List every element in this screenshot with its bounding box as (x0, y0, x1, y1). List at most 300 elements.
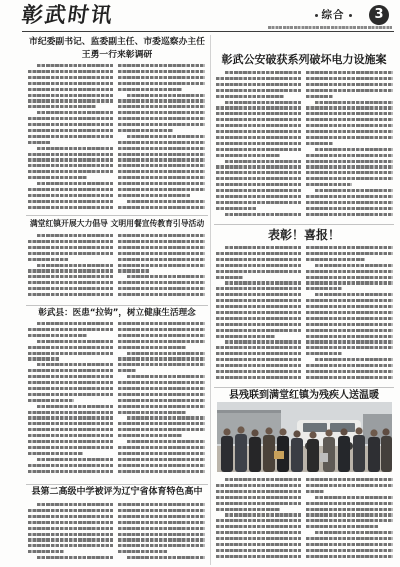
article-body-column (28, 63, 113, 212)
body-text-line (28, 352, 113, 355)
body-text-line (306, 130, 393, 133)
body-text-line (118, 129, 173, 132)
body-text-line (306, 311, 393, 314)
body-text-line (118, 527, 205, 530)
body-text-line (28, 164, 113, 167)
body-text-line (118, 434, 182, 437)
body-text-line (28, 200, 113, 203)
body-text-line (28, 135, 113, 138)
body-text-line (306, 276, 393, 279)
body-text-line (216, 376, 301, 379)
body-text-line (306, 352, 342, 355)
body-text-line (118, 258, 205, 261)
body-text-line (28, 188, 113, 191)
body-text-line (306, 340, 393, 343)
body-text-line (306, 555, 393, 558)
body-text-line (28, 82, 113, 85)
body-text-line (216, 543, 301, 546)
photo-person-head (223, 428, 230, 435)
body-text-line (216, 352, 301, 355)
body-text-line (216, 329, 301, 332)
body-text-line (306, 83, 393, 86)
body-text-line (216, 83, 301, 86)
body-text-line (127, 375, 205, 378)
body-text-line (306, 165, 393, 168)
photo-person-head (325, 429, 332, 436)
body-text-line (28, 141, 51, 144)
body-text-line (28, 252, 113, 255)
section-divider (214, 224, 394, 225)
body-text-line (306, 171, 393, 174)
body-text-line (216, 171, 301, 174)
body-text-line (216, 165, 301, 168)
body-text-line (118, 328, 205, 331)
photo-building-roof (217, 410, 281, 413)
body-text-line (306, 258, 365, 261)
body-text-line (118, 411, 186, 414)
body-text-line (118, 176, 205, 179)
body-text-line (28, 281, 113, 284)
body-text-line (216, 124, 301, 127)
body-text-line (306, 490, 324, 493)
body-text-line (118, 105, 205, 108)
body-text-line (306, 213, 393, 216)
body-text-line (28, 117, 113, 120)
body-text-line (28, 88, 113, 91)
photo-person-body (338, 436, 350, 472)
body-text-line (216, 252, 301, 255)
body-text-line (118, 346, 186, 349)
body-text-line (306, 142, 333, 145)
body-text-line (216, 299, 301, 302)
body-text-line (118, 515, 205, 518)
body-text-line (315, 358, 393, 361)
body-text-line (118, 164, 205, 167)
body-text-line (118, 544, 205, 547)
body-text-line (127, 352, 205, 355)
body-text-line (118, 340, 205, 343)
article-body-column (306, 477, 393, 564)
photo-person-body (221, 436, 233, 472)
article-body-column (216, 70, 301, 220)
body-text-line (118, 322, 205, 325)
body-text-line (28, 123, 113, 126)
body-text-line (28, 446, 113, 449)
body-text-line (216, 106, 301, 109)
body-text-line (216, 118, 301, 121)
photo-person-head (309, 431, 316, 438)
body-text-line (37, 405, 113, 408)
column-divider (210, 35, 211, 565)
article-body-column (118, 233, 205, 302)
headline-line: 市纪委副书记、监委副主任、市委巡察办主任 (29, 37, 205, 47)
body-text-line (127, 440, 205, 443)
body-text-line (306, 299, 393, 302)
body-text-line (28, 240, 113, 243)
body-text-line (28, 422, 113, 425)
body-text-line (306, 287, 342, 290)
article-body-column (306, 245, 393, 384)
body-text-line (37, 503, 113, 506)
body-text-line (306, 270, 393, 273)
body-text-line (37, 64, 113, 67)
article-police-case (214, 34, 394, 222)
body-text-line (306, 513, 393, 516)
article-headline: 表彰！喜报！ (267, 228, 340, 242)
body-text-line (28, 515, 113, 518)
body-text-line (216, 335, 275, 338)
article-honor-notice (214, 224, 394, 386)
body-text-line (118, 405, 205, 408)
body-text-line (225, 340, 301, 343)
body-text-line (28, 470, 113, 473)
body-text-line (118, 206, 205, 209)
body-text-line (216, 189, 301, 192)
body-text-line (28, 550, 64, 553)
body-text-line (216, 364, 301, 367)
photo-person-body (263, 435, 275, 472)
body-text-line (306, 177, 393, 180)
header-rule (22, 31, 394, 32)
body-text-line (306, 370, 393, 373)
body-text-line (28, 393, 113, 396)
photo-person-body (249, 437, 261, 472)
body-text-line (127, 94, 205, 97)
photo-person-body (307, 439, 319, 472)
body-text-line (118, 64, 205, 67)
body-text-line (216, 305, 301, 308)
article-body-column (28, 502, 113, 564)
body-text-line (118, 264, 205, 267)
body-text-line (118, 393, 205, 396)
body-text-line (216, 201, 301, 204)
body-text-line (118, 363, 205, 366)
article-body-column (28, 321, 113, 480)
body-text-line (306, 118, 393, 121)
body-text-line (306, 508, 393, 511)
body-text-line (216, 346, 301, 349)
body-text-line (216, 270, 301, 273)
body-text-line (28, 369, 113, 372)
body-text-line (216, 490, 301, 493)
body-text-line (118, 293, 205, 296)
body-text-line (306, 183, 352, 186)
body-text-line (28, 246, 113, 249)
body-text-line (28, 99, 113, 102)
body-text-line (306, 519, 393, 522)
body-text-line (127, 200, 205, 203)
body-text-line (216, 370, 301, 373)
headline-line: 王勇一行来彰调研 (81, 50, 153, 60)
body-text-line (118, 194, 191, 197)
body-text-line (28, 434, 113, 437)
article-body-column (306, 70, 393, 220)
body-text-line (28, 538, 113, 541)
body-text-line (28, 533, 113, 536)
body-text-line (118, 458, 205, 461)
body-text-line (118, 470, 205, 473)
body-text-line (118, 550, 168, 553)
body-text-line (216, 89, 301, 92)
body-text-line (216, 502, 301, 505)
section-divider (26, 484, 208, 485)
body-text-line (225, 101, 301, 104)
article-body-column (216, 477, 301, 564)
section-label (304, 8, 362, 22)
body-text-line (118, 387, 205, 390)
body-text-line (28, 328, 113, 331)
article-body-column (216, 245, 301, 384)
article-body-column (118, 63, 205, 212)
body-text-line (118, 82, 205, 85)
body-text-line (216, 177, 301, 180)
body-text-line (118, 357, 205, 360)
body-text-line (306, 335, 393, 338)
body-text-line (216, 358, 301, 361)
body-text-line (28, 275, 113, 278)
body-text-line (315, 264, 393, 267)
article-inspection-visit (26, 34, 208, 213)
body-text-line (225, 213, 301, 216)
body-text-line (28, 94, 113, 97)
body-text-line (28, 381, 113, 384)
body-text-line (306, 537, 393, 540)
body-text-line (225, 160, 301, 163)
body-text-line (118, 538, 205, 541)
section-divider (26, 305, 208, 306)
section-divider (26, 215, 208, 216)
body-text-line (216, 519, 301, 522)
body-text-line (28, 269, 113, 272)
body-text-line (118, 428, 205, 431)
body-text-line (216, 323, 301, 326)
body-text-line (37, 234, 113, 237)
article-disability-visit (214, 387, 394, 566)
body-text-line (118, 99, 205, 102)
article-headline: 县残联到满堂红镇为残疾人送温暖 (229, 390, 379, 401)
body-text-line (118, 334, 205, 337)
photo-person-head (251, 429, 258, 436)
photo-person-head (265, 427, 272, 434)
photo-person-body (291, 438, 303, 472)
photo-person-body (368, 437, 380, 472)
body-text-line (306, 317, 393, 320)
body-text-line (118, 252, 205, 255)
body-text-line (28, 428, 113, 431)
body-text-line (127, 556, 205, 559)
photo-person-body (235, 434, 247, 472)
event-photo (217, 402, 392, 472)
photo-person-body (381, 436, 392, 472)
body-text-line (28, 76, 113, 79)
body-text-line (306, 106, 393, 109)
body-text-line (127, 275, 205, 278)
body-text-line (315, 101, 393, 104)
body-text-line (306, 549, 393, 552)
body-text-line (28, 527, 113, 530)
body-text-line (216, 195, 301, 198)
body-text-line (28, 176, 87, 179)
body-text-line (118, 111, 205, 114)
article-headline: 县第二高级中学被评为辽宁省体育特色高中 (31, 487, 203, 497)
body-text-line (216, 496, 301, 499)
body-text-line (216, 136, 301, 139)
body-text-line (28, 452, 83, 455)
body-text-line (216, 293, 301, 296)
body-text-line (37, 264, 113, 267)
body-text-line (37, 363, 113, 366)
body-text-line (306, 136, 393, 139)
body-text-line (306, 246, 393, 249)
body-text-line (306, 195, 393, 198)
photo-person-head (370, 429, 377, 436)
body-text-line (28, 158, 113, 161)
body-text-line (225, 513, 301, 516)
article-health-campaign (26, 305, 208, 482)
body-text-line (28, 153, 113, 156)
body-text-line (37, 322, 113, 325)
article-body-column (118, 502, 205, 564)
body-text-line (28, 544, 113, 547)
body-text-line (306, 124, 393, 127)
body-text-line (28, 375, 113, 378)
body-text-line (225, 246, 301, 249)
body-text-line (216, 130, 301, 133)
body-text-line (118, 381, 205, 384)
body-text-line (315, 189, 393, 192)
body-text-line (306, 154, 393, 157)
decor-dot (349, 14, 352, 17)
article-headline: 彰武公安破获系列破坏电力设施案 (221, 53, 387, 66)
body-text-line (306, 77, 393, 80)
body-text-line (216, 317, 301, 320)
body-text-line (306, 364, 393, 367)
photo-vehicle-window (303, 423, 327, 432)
page-header (0, 0, 400, 33)
body-text-line (28, 170, 113, 173)
body-text-line (315, 496, 393, 499)
article-headline: 满堂红镇开展大力倡导 文明用餐宣传教育引导活动 (29, 219, 205, 228)
article-headline: 彰武县：医患“拉钩”，树立健康生活理念 (38, 308, 196, 318)
body-text-line (118, 246, 205, 249)
body-text-line (118, 117, 205, 120)
masthead-logo: 彰武时讯 (20, 2, 116, 27)
body-text-line (28, 411, 113, 414)
body-text-line (225, 71, 301, 74)
body-text-line (28, 258, 69, 261)
body-text-line (306, 525, 379, 528)
body-text-line (28, 334, 87, 337)
body-text-line (118, 188, 205, 191)
body-text-line (216, 525, 301, 528)
body-text-line (216, 142, 301, 145)
body-text-line (306, 478, 393, 481)
photo-person-head (382, 428, 389, 435)
body-text-line (306, 95, 333, 98)
body-text-line (118, 76, 205, 79)
body-text-line (118, 464, 205, 467)
body-text-line (118, 147, 205, 150)
body-text-line (118, 70, 205, 73)
body-text-line (216, 154, 280, 157)
hotline-text-line (268, 26, 392, 29)
body-text-line (306, 543, 393, 546)
body-text-line (28, 521, 113, 524)
body-text-line (118, 240, 205, 243)
photo-person-head (355, 427, 362, 434)
photo-person-body (353, 435, 365, 472)
body-text-line (216, 287, 301, 290)
body-text-line (28, 105, 96, 108)
body-text-line (118, 503, 205, 506)
body-text-line (306, 484, 393, 487)
body-text-line (118, 399, 205, 402)
body-text-line (216, 207, 257, 210)
body-text-line (28, 293, 113, 296)
body-text-line (127, 416, 205, 419)
body-text-line (315, 293, 393, 296)
body-text-line (118, 88, 182, 91)
body-text-line (118, 422, 205, 425)
body-text-line (118, 269, 150, 272)
body-text-line (216, 549, 301, 552)
body-text-line (28, 129, 113, 132)
body-text-line (216, 258, 301, 261)
body-text-line (306, 346, 393, 349)
body-text-line (28, 440, 113, 443)
body-text-line (28, 194, 113, 197)
body-text-line (306, 71, 393, 74)
page-number-badge: 3 (369, 5, 389, 25)
photo-person-head (237, 426, 244, 433)
body-text-line (315, 148, 393, 151)
body-text-line (118, 287, 205, 290)
photo-person-head (279, 428, 286, 435)
body-text-line (306, 305, 393, 308)
body-text-line (118, 509, 205, 512)
body-text-line (216, 95, 284, 98)
body-text-line (118, 446, 205, 449)
body-text-line (225, 478, 301, 481)
body-text-line (315, 531, 393, 534)
body-text-line (216, 276, 243, 279)
body-text-line (37, 111, 113, 114)
body-text-line (37, 458, 113, 461)
body-text-line (37, 147, 113, 150)
body-text-line (216, 531, 301, 534)
body-text-line (28, 70, 113, 73)
body-text-line (118, 153, 205, 156)
body-text-line (306, 201, 393, 204)
body-text-line (216, 311, 301, 314)
body-text-line (216, 537, 301, 540)
body-text-line (306, 329, 393, 332)
body-text-line (118, 533, 205, 536)
body-text-line (28, 287, 113, 290)
body-text-line (118, 158, 205, 161)
photo-gift-box (274, 451, 284, 459)
article-dining-campaign (26, 215, 208, 303)
body-text-line (118, 182, 205, 185)
body-text-line (37, 556, 113, 559)
body-text-line (306, 502, 393, 505)
photo-gift-bag (320, 453, 328, 462)
body-text-line (118, 521, 205, 524)
body-text-line (28, 416, 113, 419)
body-text-line (306, 323, 393, 326)
photo-person-head (340, 428, 347, 435)
body-text-line (306, 281, 393, 284)
